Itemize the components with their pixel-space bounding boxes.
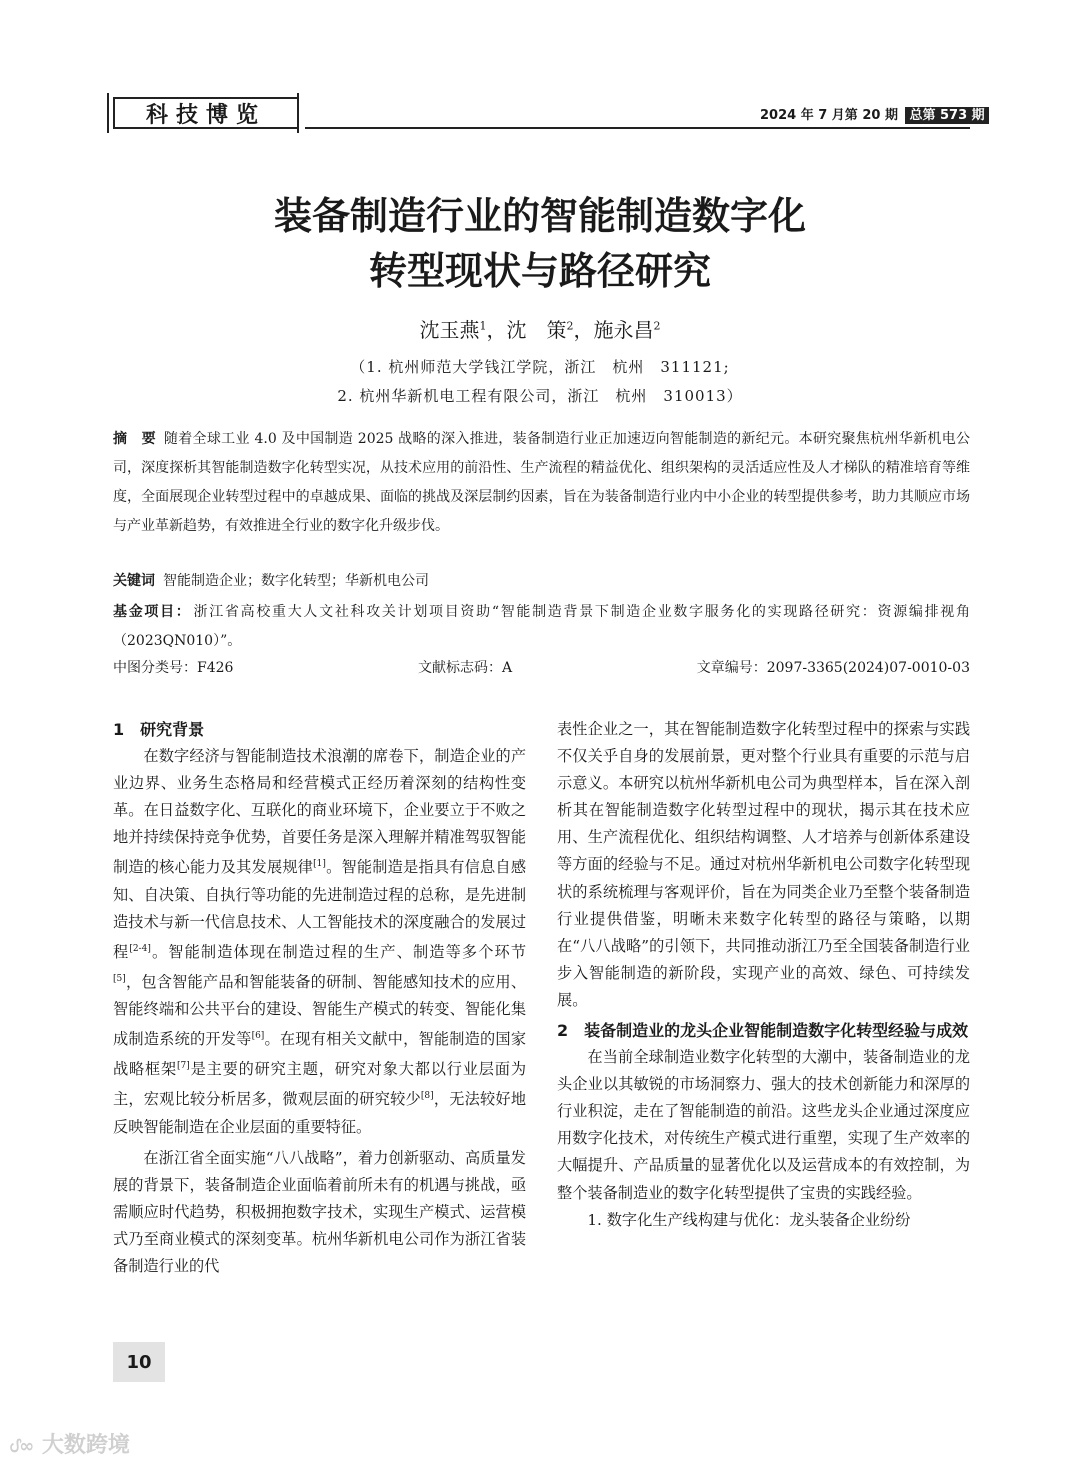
issue-info	[760, 104, 989, 123]
abstract-text: 随着全球工业 4.0 及中国制造 2025 战略的深入推进，装备制造行业正加速迈向智能制造的新纪元。本研究聚焦杭州华新机电公司，深度探析其智能制造数字化转型实况，从技术应用的前沿性、生产流程的精益优化、组织架构的灵活适应性及人才梯队的精准培育等维度，全面展现企业转型过程中的卓越成果、面临的挑战及深层制约因素，旨在为装备制造行业内中小企业的转型提供参考，助力其顺应市场与产业革新趋势，有效推进全行业的数字化升级步伐。	[113, 431, 970, 534]
classification-line	[113, 657, 970, 677]
issue-date: 2024 年 7 月第 20 期	[760, 108, 898, 123]
affiliation-2: 2. 杭州华新机电工程有限公司，浙江 杭州 310013）	[337, 387, 743, 405]
article-number: 文章编号：2097-3365(2024)07-0010-03	[696, 660, 970, 676]
affiliation-1: （1. 杭州师范大学钱江学院，浙江 杭州 311121;	[350, 358, 730, 376]
keywords	[113, 567, 970, 596]
page-number: 10	[113, 1342, 165, 1382]
author-line: 沈玉燕$^1$，沈 策$^2$，施永昌$^2$	[419, 318, 661, 342]
watermark	[10, 1428, 130, 1459]
abstract	[113, 425, 970, 541]
author-2: 沈 策	[506, 318, 567, 342]
paragraph-1: 在数字经济与智能制造技术浪潮的席卷下，制造企业的产业边界、业务生态格局和经营模式正经历着深刻的结构性变革。在日益数字化、互联化的商业环境下，企业要立于不败之地并持续保持竞争优势，首要任务是深入理解并精准驾驭智能制造的核心能力及其发展规律[1]。智能制造是指具有信息自感知、自决策、自执行等功能的先进制造过程的总称，是先进制造技术与新一代信息技术、人工智能技术的深度融合的发展过程[2-4]。智能制造体现在制造过程的生产、制造等多个环节[5]，包含智能产品和智能装备的研制、智能感知技术的应用、智能终端和公共平台的建设、智能生产模式的转变、智能化集成制造系统的开发等[6]。在现有相关文献中，智能制造的国家战略框架[7]是主要的研究主题，研究对象大都以行业层面为主，宏观比较分析居多，微观层面的研究较少[8]，无法较好地反映智能制造在企业层面的重要特征。	[113, 747, 527, 1136]
paragraph-4: 1. 数字化生产线构建与优化：龙头装备企业纷纷	[587, 1210, 911, 1229]
document-code: 文献标志码：A	[418, 660, 513, 676]
section-2-title: 2 装备制造业的龙头企业智能制造数字化转型经验与成效	[557, 1021, 969, 1041]
keywords-label: 关键词	[113, 573, 155, 589]
fund-text: 浙江省高校重大人文社科攻关计划项目资助“智能制造背景下制造企业数字服务化的实现路径研究：资源编排视角（2023QN010）”。	[113, 604, 971, 649]
author-1: 沈玉燕	[419, 318, 480, 342]
author-2-sup: 2	[566, 319, 574, 333]
watermark-text: 大数跨境	[41, 1433, 130, 1458]
journal-name-box	[113, 97, 299, 129]
title-line-1: 装备制造行业的智能制造数字化	[273, 194, 806, 238]
journal-name: 科技博览	[145, 102, 266, 128]
author-3: 施永昌	[593, 318, 654, 342]
author-1-sup: 1	[479, 319, 487, 333]
issue-total: 总第 573 期	[905, 107, 988, 124]
author-3-sup: 2	[653, 319, 661, 333]
paragraph-2: 在浙江省全面实施“八八战略”，着力创新驱动、高质量发展的背景下，装备制造企业面临着前所未有的机遇与挑战，亟需顺应时代趋势，积极拥抱数字技术，实现生产模式、运营模式乃至商业模式的深刻变革。杭州华新机电公司作为浙江省装备制造行业的代	[113, 1148, 526, 1276]
abstract-label: 摘 要	[113, 431, 156, 447]
citation: [8]	[420, 1091, 434, 1102]
fund	[113, 598, 970, 656]
header-rule	[305, 127, 970, 129]
paragraph-3: 在当前全球制造业数字化转型的大潮中，装备制造业的龙头企业以其敏锐的市场洞察力、强大的技术创新能力和深厚的行业积淀，走在了智能制造的前沿。这些龙头企业通过深度应用数字化技术，对传统生产模式进行重塑，实现了生产效率的大幅提升、产品质量的显著优化以及运营成本的有效控制，为整个装备制造业的数字化转型提供了宝贵的实践经验。	[557, 1048, 970, 1202]
citation: [7]	[177, 1061, 190, 1072]
fund-label: 基金项目：	[113, 604, 192, 620]
title-line-2: 转型现状与路径研究	[368, 249, 711, 293]
keywords-text: 智能制造企业；数字化转型；华新机电公司	[163, 573, 429, 589]
right-column	[557, 716, 970, 1234]
citation: [5]	[113, 973, 126, 984]
citation: [2-4]	[129, 943, 151, 954]
left-column	[113, 716, 526, 1280]
clc-number: 中图分类号：F426	[113, 660, 234, 676]
paragraph-2-continued: 表性企业之一，其在智能制造数字化转型过程中的探索与实践不仅关乎自身的发展前景，更对整个行业具有重要的示范与启示意义。本研究以杭州华新机电公司为典型样本，旨在深入剖析其在智能制造数字化转型过程中的现状，揭示其在技术应用、生产流程优化、组织结构调整、人才培养与创新体系建设等方面的经验与不足。通过对杭州华新机电公司数字化转型现状的系统梳理与客观评价，旨在为同类企业乃至整个装备制造行业提供借鉴，明晰未来数字化转型的路径与策略，以期在“八八战略”的引领下，共同推动浙江乃至全国装备制造行业步入智能制造的新阶段，实现产业的高效、绿色、可持续发展。	[557, 720, 970, 1009]
citation: [6]	[251, 1031, 265, 1042]
citation: [1]	[313, 859, 326, 870]
section-1-title: 1 研究背景	[113, 720, 205, 739]
watermark-logo-icon: ᦔ∞	[10, 1436, 35, 1457]
